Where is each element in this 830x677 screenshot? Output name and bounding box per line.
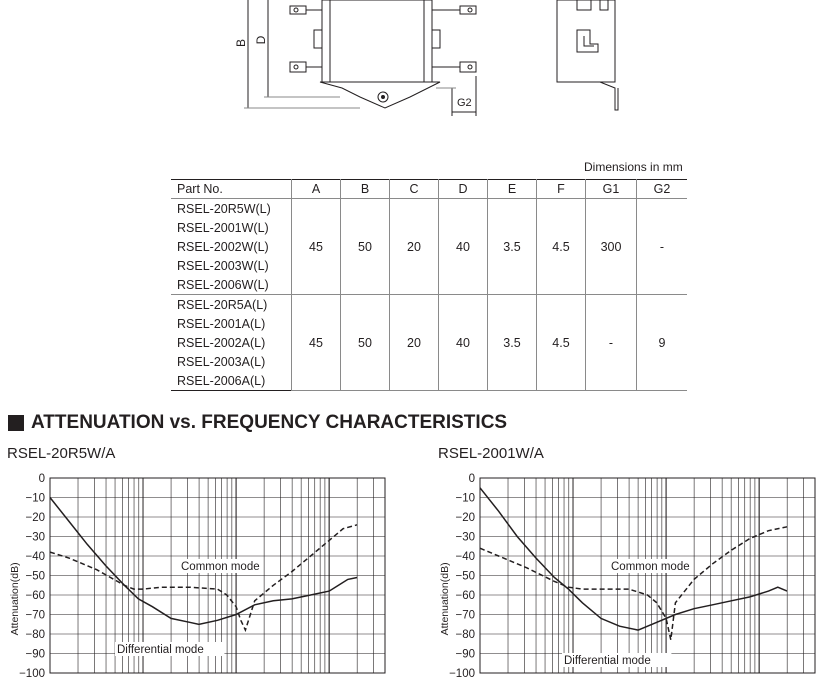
dim-label-b: B bbox=[234, 38, 248, 48]
value-e: 3.5 bbox=[488, 295, 537, 391]
header-c: C bbox=[390, 180, 439, 199]
part-number: RSEL-2001W(L) bbox=[171, 218, 292, 237]
part-number: RSEL-2001A(L) bbox=[171, 314, 292, 333]
part-number: RSEL-2003A(L) bbox=[171, 352, 292, 371]
y-tick-label: −60 bbox=[455, 590, 475, 602]
value-c: 20 bbox=[390, 295, 439, 391]
common-mode-label: Common mode bbox=[611, 561, 690, 573]
y-tick-label: −100 bbox=[19, 668, 45, 677]
part-number: RSEL-2003W(L) bbox=[171, 256, 292, 275]
y-tick-label: −100 bbox=[449, 668, 475, 677]
dim-label-g2: G2 bbox=[457, 97, 472, 109]
y-tick-label: −30 bbox=[455, 531, 475, 544]
y-tick-label: 0 bbox=[38, 473, 45, 485]
header-g1: G1 bbox=[586, 180, 637, 199]
header-part-no: Part No. bbox=[171, 180, 292, 199]
table-row bbox=[171, 199, 687, 219]
header-b: B bbox=[341, 180, 390, 199]
y-tick-label: −70 bbox=[25, 609, 45, 622]
value-a: 45 bbox=[292, 199, 341, 295]
part-number: RSEL-2002A(L) bbox=[171, 333, 292, 352]
y-tick-label: 0 bbox=[468, 473, 475, 485]
dimensions-note: Dimensions in mm bbox=[584, 160, 683, 174]
table-row bbox=[171, 295, 687, 315]
y-tick-label: −40 bbox=[455, 551, 475, 563]
value-a: 45 bbox=[292, 295, 341, 391]
differential-mode-label: Differential mode bbox=[117, 644, 204, 656]
value-f: 4.5 bbox=[537, 199, 586, 295]
value-c: 20 bbox=[390, 199, 439, 295]
y-tick-label: −90 bbox=[25, 648, 45, 661]
y-tick-label: −50 bbox=[455, 570, 475, 583]
part-number: RSEL-2002W(L) bbox=[171, 237, 292, 256]
header-g2: G2 bbox=[637, 180, 688, 199]
y-tick-label: −60 bbox=[25, 590, 45, 602]
common-mode-line bbox=[480, 527, 787, 640]
y-tick-label: −80 bbox=[25, 629, 45, 641]
y-tick-label: −10 bbox=[25, 492, 45, 505]
y-tick-label: −80 bbox=[455, 629, 475, 641]
value-g1: 300 bbox=[586, 199, 637, 295]
header-a: A bbox=[292, 180, 341, 199]
differential-mode-label: Differential mode bbox=[564, 655, 651, 667]
table-header-row bbox=[171, 180, 687, 199]
part-number: RSEL-20R5A(L) bbox=[171, 295, 292, 315]
header-e: E bbox=[488, 180, 537, 199]
y-tick-label: −90 bbox=[455, 648, 475, 661]
y-tick-label: −30 bbox=[25, 531, 45, 544]
value-g1: - bbox=[586, 295, 637, 391]
value-b: 50 bbox=[341, 295, 390, 391]
y-tick-label: −50 bbox=[25, 570, 45, 583]
value-g2: - bbox=[637, 199, 688, 295]
value-g2: 9 bbox=[637, 295, 688, 391]
grid bbox=[480, 478, 815, 673]
y-tick-label: −20 bbox=[455, 512, 475, 524]
mechanical-drawing bbox=[0, 0, 830, 130]
heading-square-icon bbox=[8, 415, 24, 431]
dimensions-table bbox=[171, 179, 687, 391]
attenuation-chart-2 bbox=[430, 466, 830, 677]
y-tick-label: −40 bbox=[25, 551, 45, 563]
y-tick-label: −20 bbox=[25, 512, 45, 524]
common-mode-label: Common mode bbox=[181, 561, 260, 573]
y-tick-label: −10 bbox=[455, 492, 475, 505]
chart-title-2: RSEL-2001W/A bbox=[438, 445, 544, 462]
section-title: ATTENUATION vs. FREQUENCY CHARACTERISTICS bbox=[31, 412, 508, 433]
y-axis-label: Attenuation(dB) bbox=[9, 562, 21, 636]
header-d: D bbox=[439, 180, 488, 199]
part-number: RSEL-2006W(L) bbox=[171, 275, 292, 295]
dim-label-d: D bbox=[254, 35, 268, 45]
y-tick-label: −70 bbox=[455, 609, 475, 622]
value-d: 40 bbox=[439, 199, 488, 295]
differential-mode-line bbox=[480, 488, 787, 630]
header-f: F bbox=[537, 180, 586, 199]
part-number: RSEL-2006A(L) bbox=[171, 371, 292, 391]
attenuation-chart-1 bbox=[0, 466, 400, 677]
y-axis-label: Attenuation(dB) bbox=[439, 562, 451, 636]
chart-title-1: RSEL-20R5W/A bbox=[7, 445, 116, 462]
section-heading bbox=[8, 412, 507, 434]
part-number: RSEL-20R5W(L) bbox=[171, 199, 292, 219]
value-f: 4.5 bbox=[537, 295, 586, 391]
value-e: 3.5 bbox=[488, 199, 537, 295]
value-b: 50 bbox=[341, 199, 390, 295]
value-d: 40 bbox=[439, 295, 488, 391]
